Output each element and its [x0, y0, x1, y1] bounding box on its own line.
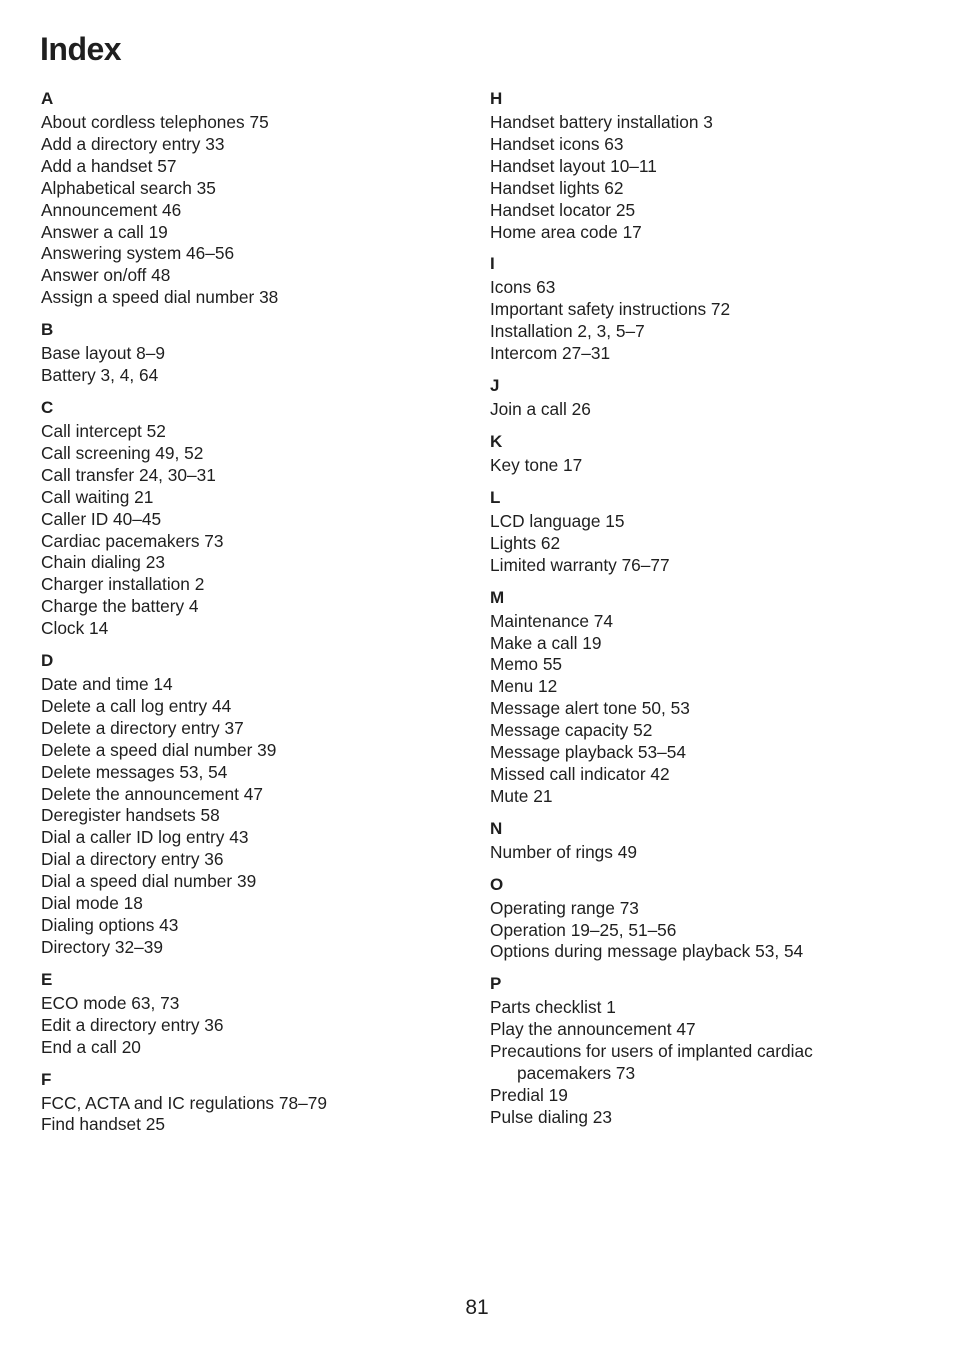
index-entry: [490, 299, 930, 321]
index-entry: [41, 243, 481, 265]
index-entry: [490, 277, 930, 299]
entry-text: Handset battery installation 3: [490, 112, 713, 132]
index-entry: [490, 764, 930, 786]
section-letter: N: [490, 818, 503, 838]
section-letter: O: [490, 874, 504, 894]
index-entry: [490, 997, 930, 1019]
entry-text: Handset layout 10–11: [490, 155, 657, 176]
entry-text: Call screening 49, 52: [41, 442, 204, 463]
page-title: Index: [40, 31, 122, 67]
entry-text: Message playback 53–54: [490, 742, 686, 763]
entry-text: Date and time 14: [41, 674, 173, 695]
section-letter: L: [490, 487, 501, 507]
entry-text: Deregister handsets 58: [41, 805, 220, 826]
index-entry: [490, 633, 930, 655]
section-letter: I: [490, 254, 495, 274]
index-entry: [490, 455, 930, 477]
section-letter: B: [41, 320, 54, 340]
index-column-right: [490, 89, 930, 1140]
entry-text: Add a directory entry 33: [41, 133, 225, 154]
index-entry: [41, 178, 481, 200]
index-entry: [41, 112, 481, 134]
entry-text: Icons 63: [490, 277, 556, 298]
section-letter: J: [490, 376, 500, 396]
entry-text: Message alert tone 50, 53: [490, 698, 690, 719]
index-section: [490, 588, 930, 808]
entry-text: Predial 19: [490, 1085, 568, 1105]
entry-text: Delete a speed dial number 39: [41, 739, 277, 760]
index-entry: [41, 365, 481, 387]
entry-text: Dial a speed dial number 39: [41, 871, 257, 892]
index-entry: [41, 265, 481, 287]
entry-text: Operation 19–25, 51–56: [490, 919, 677, 940]
index-section: [490, 89, 930, 243]
index-entry: [490, 156, 930, 178]
entry-text: Call waiting 21: [41, 486, 154, 507]
index-entry: [490, 343, 930, 365]
index-entry: [41, 937, 481, 959]
index-entry: [41, 531, 481, 553]
entry-text: Announcement 46: [41, 199, 182, 220]
index-entry: [41, 893, 481, 915]
entry-text: Play the announcement 47: [490, 1019, 696, 1040]
entry-text: Lights 62: [490, 532, 561, 553]
index-entry: [41, 674, 481, 696]
index-entry: [490, 698, 930, 720]
index-entry: [490, 200, 930, 222]
index-entry: [490, 611, 930, 633]
section-letter: H: [490, 89, 503, 108]
index-section: [490, 432, 930, 477]
entry-text: Answer on/off 48: [41, 265, 171, 286]
index-entry: [41, 487, 481, 509]
entry-text: FCC, ACTA and IC regulations 78–79: [41, 1092, 327, 1113]
index-entry: [41, 993, 481, 1015]
entry-text: Options during message playback 53, 54: [490, 941, 804, 962]
index-entry: [41, 762, 481, 784]
index-entry: [41, 200, 481, 222]
index-entry: [490, 1107, 930, 1129]
index-entry: [490, 112, 930, 134]
section-letter: F: [41, 1069, 52, 1089]
index-entry: [41, 443, 481, 465]
entry-text: Handset lights 62: [490, 177, 624, 198]
index-entry: [41, 156, 481, 178]
entry-text: Call intercept 52: [41, 420, 166, 441]
index-entry: [490, 555, 930, 577]
index-entry: [41, 1037, 481, 1059]
entry-text: Missed call indicator 42: [490, 763, 670, 784]
entry-text: Answering system 46–56: [41, 243, 235, 264]
index-section: [490, 974, 930, 1128]
entry-text: Dial a caller ID log entry 43: [41, 827, 249, 848]
entry-text: Maintenance 74: [490, 610, 613, 631]
index-entry: [490, 134, 930, 156]
index-section: [490, 254, 930, 365]
entry-text: Important safety instructions 72: [490, 299, 731, 320]
index-entry: [41, 849, 481, 871]
index-entry: [41, 509, 481, 531]
index-entry: [41, 574, 481, 596]
section-letter: E: [41, 969, 53, 989]
index-entry: [490, 898, 930, 920]
entry-text: Delete a directory entry 37: [41, 717, 244, 738]
index-section: [41, 651, 481, 959]
index-section: [490, 376, 930, 421]
entry-continuation: pacemakers 73: [517, 1063, 636, 1084]
entry-text: Charger installation 2: [41, 574, 205, 595]
entry-text: Parts checklist 1: [490, 997, 616, 1018]
section-letter: K: [490, 431, 503, 451]
section-letter: P: [490, 974, 502, 994]
index-entry: [490, 533, 930, 555]
entry-text: Handset locator 25: [490, 199, 636, 220]
section-letter: M: [490, 587, 505, 607]
index-section: [41, 970, 481, 1059]
index-section: [41, 398, 481, 640]
entry-text: Message capacity 52: [490, 720, 653, 741]
entry-text: Pulse dialing 23: [490, 1106, 613, 1127]
entry-text: Cardiac pacemakers 73: [41, 530, 224, 551]
index-entry: [41, 618, 481, 640]
index-entry: [41, 740, 481, 762]
index-entry: [490, 786, 930, 808]
entry-text: Caller ID 40–45: [41, 508, 162, 529]
index-entry: [41, 222, 481, 244]
index-entry: [41, 134, 481, 156]
entry-text: Battery 3, 4, 64: [41, 365, 159, 386]
entry-text: LCD language 15: [490, 510, 625, 531]
index-entry: [490, 742, 930, 764]
index-entry: [41, 552, 481, 574]
entry-text: Base layout 8–9: [41, 343, 165, 364]
index-section: [490, 488, 930, 577]
entry-text: Delete the announcement 47: [41, 783, 263, 804]
entry-text: Assign a speed dial number 38: [41, 287, 279, 308]
index-entry: [490, 842, 930, 864]
index-entry: [41, 696, 481, 718]
index-entry: [490, 654, 930, 676]
index-entry: [41, 805, 481, 827]
index-entry: [490, 1019, 930, 1041]
entry-text: Join a call 26: [490, 399, 591, 420]
entry-text: Menu 12: [490, 676, 558, 697]
entry-text: Make a call 19: [490, 632, 602, 653]
entry-text: Find handset 25: [41, 1114, 165, 1135]
entry-text: Memo 55: [490, 654, 563, 675]
entry-text: Answer a call 19: [41, 221, 168, 242]
index-entry: [41, 596, 481, 618]
index-entry: [41, 718, 481, 740]
index-entry: [490, 178, 930, 200]
entry-text: Delete messages 53, 54: [41, 761, 228, 782]
entry-text: Dial mode 18: [41, 893, 143, 914]
index-entry: [490, 720, 930, 742]
entry-text: Dialing options 43: [41, 915, 179, 935]
entry-text: Delete a call log entry 44: [41, 695, 232, 716]
index-entry: [41, 287, 481, 309]
index-section: [41, 89, 481, 309]
index-entry: [490, 399, 930, 421]
index-section: [41, 1070, 481, 1137]
section-letter: D: [41, 651, 54, 671]
entry-text: Precautions for users of implanted cardiac: [490, 1041, 813, 1062]
entry-text: About cordless telephones 75: [41, 112, 269, 132]
entry-text: Installation 2, 3, 5–7: [490, 321, 645, 342]
index-entry: [41, 1114, 481, 1136]
entry-text: Handset icons 63: [490, 133, 624, 154]
index-section: [490, 819, 930, 864]
index-entry: [41, 1093, 481, 1115]
index-entry: [490, 222, 930, 244]
index-entry: [490, 1041, 930, 1085]
entry-text: Mute 21: [490, 785, 553, 806]
index-entry: [41, 421, 481, 443]
page-number: 81: [465, 1296, 489, 1319]
entry-text: Limited warranty 76–77: [490, 554, 670, 575]
entry-text: Alphabetical search 35: [41, 177, 216, 198]
entry-text: Number of rings 49: [490, 841, 637, 862]
entry-text: Intercom 27–31: [490, 343, 611, 364]
index-entry: [41, 915, 481, 937]
entry-text: Directory 32–39: [41, 936, 163, 957]
index-column-left: [41, 89, 481, 1147]
index-entry: [490, 941, 930, 963]
index-section: [41, 320, 481, 387]
index-entry: [41, 1015, 481, 1037]
section-letter: A: [41, 89, 54, 108]
index-entry: [490, 920, 930, 942]
entry-text: Call transfer 24, 30–31: [41, 464, 216, 485]
section-letter: C: [41, 397, 54, 417]
entry-text: Clock 14: [41, 618, 109, 639]
index-entry: [490, 676, 930, 698]
index-entry: [41, 871, 481, 893]
entry-text: Add a handset 57: [41, 155, 177, 176]
index-entry: [41, 784, 481, 806]
entry-text: End a call 20: [41, 1036, 141, 1057]
index-entry: [41, 465, 481, 487]
entry-text: Charge the battery 4: [41, 596, 199, 617]
entry-text: Chain dialing 23: [41, 552, 165, 573]
index-entry: [490, 1085, 930, 1107]
index-entry: [490, 511, 930, 533]
index-entry: [41, 343, 481, 365]
entry-text: Operating range 73: [490, 897, 639, 918]
entry-text: Dial a directory entry 36: [41, 849, 224, 870]
entry-text: Edit a directory entry 36: [41, 1014, 224, 1035]
index-entry: [41, 827, 481, 849]
index-section: [490, 875, 930, 964]
entry-text: ECO mode 63, 73: [41, 992, 180, 1013]
entry-text: Key tone 17: [490, 454, 583, 475]
entry-text: Home area code 17: [490, 221, 642, 242]
index-entry: [490, 321, 930, 343]
